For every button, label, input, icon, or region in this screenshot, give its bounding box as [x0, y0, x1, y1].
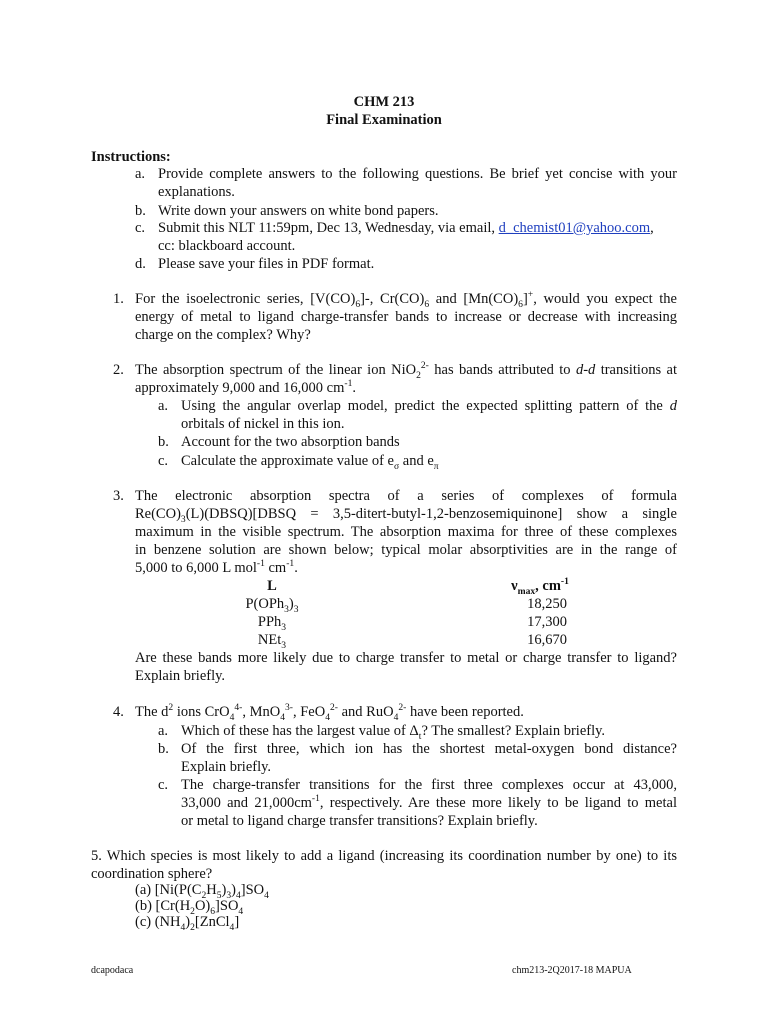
course-code: CHM 213 [353, 94, 415, 110]
q4b-line2: Explain briefly. [181, 759, 272, 775]
q4-number: 4. [113, 704, 124, 720]
q4c-marker: c. [158, 777, 169, 793]
table-row-ligand: PPh$_3$ [257, 614, 287, 633]
table-row-value: 18,250 [527, 596, 567, 612]
instructions-heading: Instructions: [91, 149, 171, 165]
instruction-a-line1: Provide complete answers to the following questions. Be brief yet concise with your [158, 166, 677, 182]
q5-line1: 5. Which species is most likely to add a ligand (increasing its coordination number by one) to its [91, 848, 677, 864]
table-row-ligand: $P(OPh_3)_3$ [245, 596, 299, 615]
table-header-numax: $\nu_{max}$, $cm^{-1}$ [511, 576, 569, 597]
instruction-c-line2: cc: blackboard account. [158, 238, 296, 254]
q5-option-c: (c) $(NH_4)_2[ZnCl_4]$ [135, 914, 240, 933]
instruction-b-line1: Write down your answers on white bond papers. [158, 203, 439, 219]
exam-title: Final Examination [326, 112, 442, 128]
q2c-marker: c. [158, 453, 169, 469]
table-header-ligand: L [267, 578, 277, 594]
instruction-c-line1: Submit this NLT 11:59pm, Dec 13, Wednesday, via email, d_chemist01@yahoo.com, [158, 220, 654, 236]
q2a-marker: a. [158, 398, 169, 414]
q1-line1: For the isoelectronic series, $[V(CO)_6]-$, $Cr(CO)_6$ and $[Mn(CO)_6]^+$, would you expect the [135, 289, 677, 310]
q3-number: 3. [113, 488, 124, 504]
q3-line7: Explain briefly. [135, 668, 226, 684]
q2a-line1: Using the angular overlap model, predict the expected splitting pattern of the d [181, 398, 677, 414]
footer-author: dcapodaca [91, 965, 134, 976]
instruction-b-marker: b. [135, 203, 146, 219]
q1-line2: energy of metal to ligand charge-transfer bands to increase or decrease with increasing [135, 309, 677, 325]
table-row-ligand: NEt$_3$ [257, 632, 287, 651]
q4-line1: The $d^2$ ions CrO$_4^{4-}$, MnO$_4^{3-}$, FeO$_4^{2-}$ and RuO$_4^{2-}$ have been reported. [135, 702, 524, 723]
q5-option-a: (a) $[Ni(P(C_2H_5)_3)_4]SO_4$ [135, 882, 269, 901]
table-row-value: 17,300 [527, 614, 567, 630]
table-row-value: 16,670 [527, 632, 567, 648]
q2-number: 2. [113, 362, 124, 378]
q4a-marker: a. [158, 723, 169, 739]
email-link[interactable]: d_chemist01@yahoo.com [498, 220, 651, 236]
q3-line1: The electronic absorption spectra of a series of complexes of formula [135, 488, 677, 504]
instruction-a-line2: explanations. [158, 184, 235, 200]
instruction-a-marker: a. [135, 166, 146, 182]
q4c-line3: or metal to ligand charge transfer transitions? Explain briefly. [181, 813, 538, 829]
q3-line3: maximum in the visible spectrum. The absorption maxima for three of these complexes [135, 524, 677, 540]
instruction-d-line1: Please save your files in PDF format. [158, 256, 375, 272]
q4a-line1: Which of these has the largest value of $\Delta_t$? The smallest? Explain briefly. [181, 723, 606, 742]
q1-line3: charge on the complex? Why? [135, 327, 311, 343]
q3-line6: Are these bands more likely due to charge transfer to metal or charge transfer to ligand? [135, 650, 677, 666]
q1-number: 1. [113, 291, 124, 307]
q4c-line1: The charge-transfer transitions for the first three complexes occur at 43,000, [181, 777, 677, 793]
q4b-line1: Of the first three, which ion has the shortest metal-oxygen bond distance? [181, 741, 677, 757]
instruction-c-marker: c. [135, 220, 146, 236]
q2b-marker: b. [158, 434, 169, 450]
q2a-line2: orbitals of nickel in this ion. [181, 416, 345, 432]
q4b-marker: b. [158, 741, 169, 757]
q5-line2: coordination sphere? [91, 866, 213, 882]
q2b-line1: Account for the two absorption bands [181, 434, 400, 450]
instruction-d-marker: d. [135, 256, 146, 272]
q2-line1: The absorption spectrum of the linear ion NiO$_2^{2-}$ has bands attributed to d-d transitions at [135, 360, 677, 381]
q3-line2: $Re(CO)_3(L)(DBSQ)[DBSQ$ = 3,5-ditert-butyl-1,2-benzosemiquinone] show a single [135, 506, 677, 525]
q3-line4: in benzene solution are shown below; typical molar absorptivities are in the range of [135, 542, 677, 558]
q3-line5: 5,000 to 6,000 L mol$^{-1}$ $cm^{-1}$. [135, 558, 298, 576]
q5-option-b: (b) $[Cr(H_2O)_6]SO_4$ [135, 898, 244, 917]
q4c-line2: 33,000 and $21,000cm^{-1}$, respectively. Are these more likely to be ligand to metal [181, 793, 677, 811]
q2-line2: approximately 9,000 and 16,000 $cm^{-1}$. [135, 378, 356, 396]
q2c-line1: Calculate the approximate value of $e_\sigma$ and $e_\pi$ [181, 453, 439, 472]
footer-course-code: chm213-2Q2017-18 MAPUA [512, 965, 632, 976]
